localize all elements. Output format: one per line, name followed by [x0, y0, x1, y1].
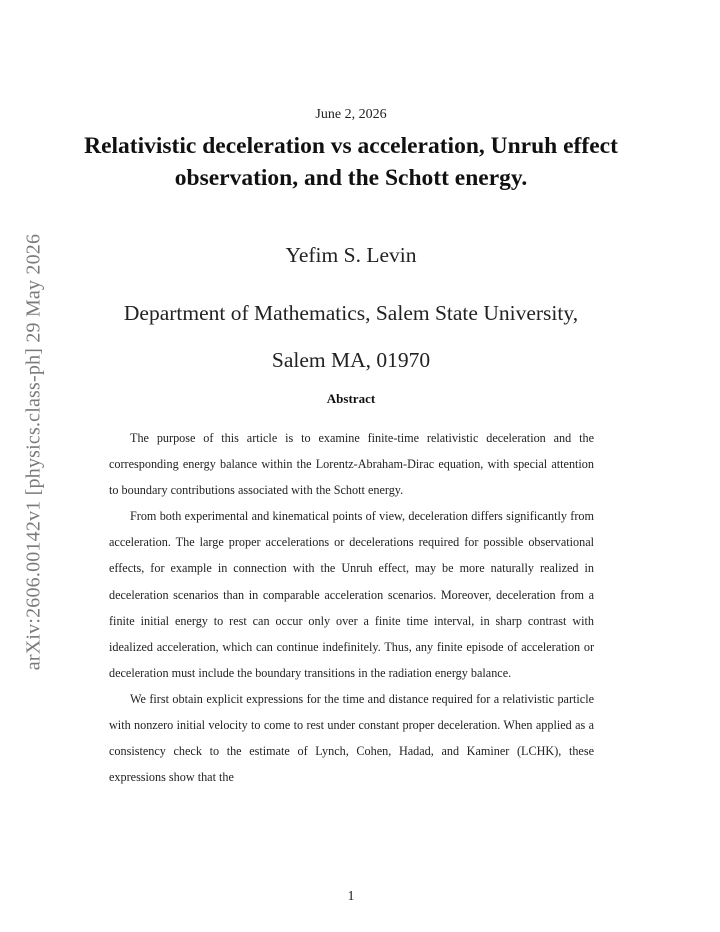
- paper-date: June 2, 2026: [315, 107, 387, 122]
- page-number: 1: [347, 889, 355, 904]
- abstract-heading: Abstract: [326, 391, 376, 406]
- abstract-paragraph: The purpose of this article is to examine finite-time relativistic deceleration and the corresponding energy balance within the Lorentz-Abraham-Dirac equation, with special attention to boundary contributions associated with the Schott energy.: [109, 431, 594, 498]
- author-affiliation: [60, 290, 642, 384]
- affiliation-line-2: Salem MA, 01970: [271, 348, 431, 372]
- affiliation-line-1: Department of Mathematics, Salem State University,: [123, 301, 579, 325]
- abstract-paragraph: We first obtain explicit expressions for the time and distance required for a relativistic particle with nonzero initial velocity to come to rest under constant proper deceleration. When applied as a consistency check to the estimate of Lynch, Cohen, Hadad, and Kaminer (LCHK), these expressions show that the: [109, 691, 594, 785]
- author-name: Yefim S. Levin: [285, 243, 417, 267]
- arxiv-identifier: arXiv:2606.00142v1 [physics.class-ph] 29 May 2026: [22, 233, 45, 671]
- paper-title: Relativistic deceleration vs acceleration, Unruh effect observation, and the Schott energy.: [84, 133, 618, 191]
- abstract-paragraph: From both experimental and kinematical points of view, deceleration differs significantly from acceleration. The large proper accelerations or decelerations required for possible observational effects, for example in connection with the Unruh effect, may be more naturally realized in deceleration scenarios than in comparable acceleration scenarios. Moreover, deceleration from a finite initial energy to rest can occur only over a finite time interval, in sharp contrast with idealized acceleration, which can continue indefinitely. Thus, any finite episode of acceleration or deceleration must include the boundary transitions in the radiation energy balance.: [109, 509, 594, 680]
- abstract-body: [109, 425, 594, 790]
